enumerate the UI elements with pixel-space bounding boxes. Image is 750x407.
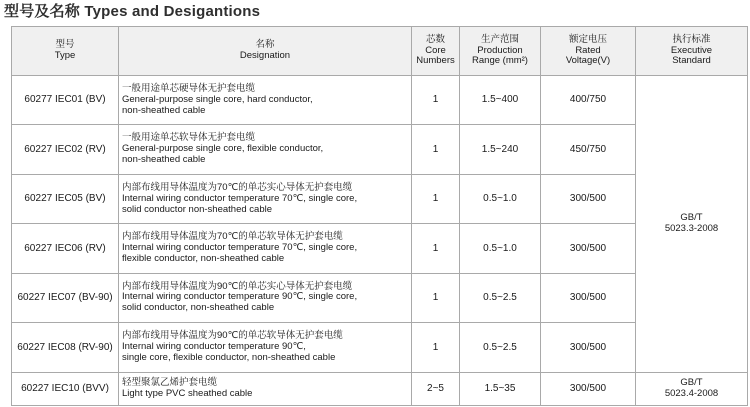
cell-cores: 1 (412, 273, 460, 322)
cell-type: 60227 IEC02 (RV) (12, 125, 119, 174)
cell-voltage: 300/500 (541, 224, 636, 273)
table-row (12, 76, 748, 125)
cell-designation: 内部布线用导体温度为90℃的单芯软导体无护套电缆 Internal wiring conductor temperature 90℃, single core, flexible conductor, non-sheathed cable (119, 323, 412, 372)
page-title: 型号及名称 Types and Desigantions (4, 3, 261, 20)
cell-voltage: 300/500 (541, 174, 636, 223)
cell-designation: 内部布线用导体温度为90℃的单芯实心导体无护套电缆 Internal wiring conductor temperature 90℃, single core, solid conductor, non-sheathed cable (119, 273, 412, 322)
cell-voltage: 400/750 (541, 76, 636, 125)
header-designation: 名称 Designation (119, 27, 412, 76)
header-executive-standard: 执行标准 Executive Standard (636, 27, 748, 76)
cell-range: 0.5~2.5 (460, 273, 541, 322)
cell-range: 1.5~240 (460, 125, 541, 174)
cell-range: 0.5~2.5 (460, 323, 541, 372)
header-production-range: 生产范围 Production Range (mm²) (460, 27, 541, 76)
cell-type: 60227 IEC10 (BVV) (12, 372, 119, 405)
cell-range: 1.5~35 (460, 372, 541, 405)
header-core-numbers: 芯数 Core Numbers (412, 27, 460, 76)
cell-range: 0.5~1.0 (460, 174, 541, 223)
cell-voltage: 300/500 (541, 372, 636, 405)
table-row (12, 372, 748, 405)
cell-voltage: 450/750 (541, 125, 636, 174)
cell-cores: 2~5 (412, 372, 460, 405)
types-designations-table (11, 26, 748, 406)
cell-range: 1.5~400 (460, 76, 541, 125)
cell-designation: 内部布线用导体温度为70℃的单芯实心导体无护套电缆 Internal wiring conductor temperature 70℃, single core, solid conductor non-sheathed cable (119, 174, 412, 223)
cell-cores: 1 (412, 323, 460, 372)
cell-designation: 一般用途单芯硬导体无护套电缆 General-purpose single core, hard conductor, non-sheathed cable (119, 76, 412, 125)
cell-voltage: 300/500 (541, 273, 636, 322)
cell-designation: 一般用途单芯软导体无护套电缆 General-purpose single core, flexible conductor, non-sheathed cable (119, 125, 412, 174)
table-header-row (12, 27, 748, 76)
header-rated-voltage: 额定电压 Rated Voltage(V) (541, 27, 636, 76)
cell-type: 60227 IEC05 (BV) (12, 174, 119, 223)
cell-cores: 1 (412, 174, 460, 223)
cell-type: 60227 IEC07 (BV-90) (12, 273, 119, 322)
cell-range: 0.5~1.0 (460, 224, 541, 273)
cell-cores: 1 (412, 76, 460, 125)
cell-designation: 内部布线用导体温度为70℃的单芯软导体无护套电缆 Internal wiring conductor temperature 70℃, single core, flexible conductor, non-sheathed cable (119, 224, 412, 273)
cell-designation: 轻型聚氯乙烯护套电缆 Light type PVC sheathed cable (119, 372, 412, 405)
cell-standard-group2: GB/T 5023.4-2008 (636, 372, 748, 405)
cell-voltage: 300/500 (541, 323, 636, 372)
cell-standard-group1: GB/T 5023.3-2008 (636, 76, 748, 373)
cell-type: 60227 IEC06 (RV) (12, 224, 119, 273)
cell-cores: 1 (412, 224, 460, 273)
cell-type: 60227 IEC08 (RV-90) (12, 323, 119, 372)
header-type: 型号 Type (12, 27, 119, 76)
cell-type: 60277 IEC01 (BV) (12, 76, 119, 125)
cell-cores: 1 (412, 125, 460, 174)
